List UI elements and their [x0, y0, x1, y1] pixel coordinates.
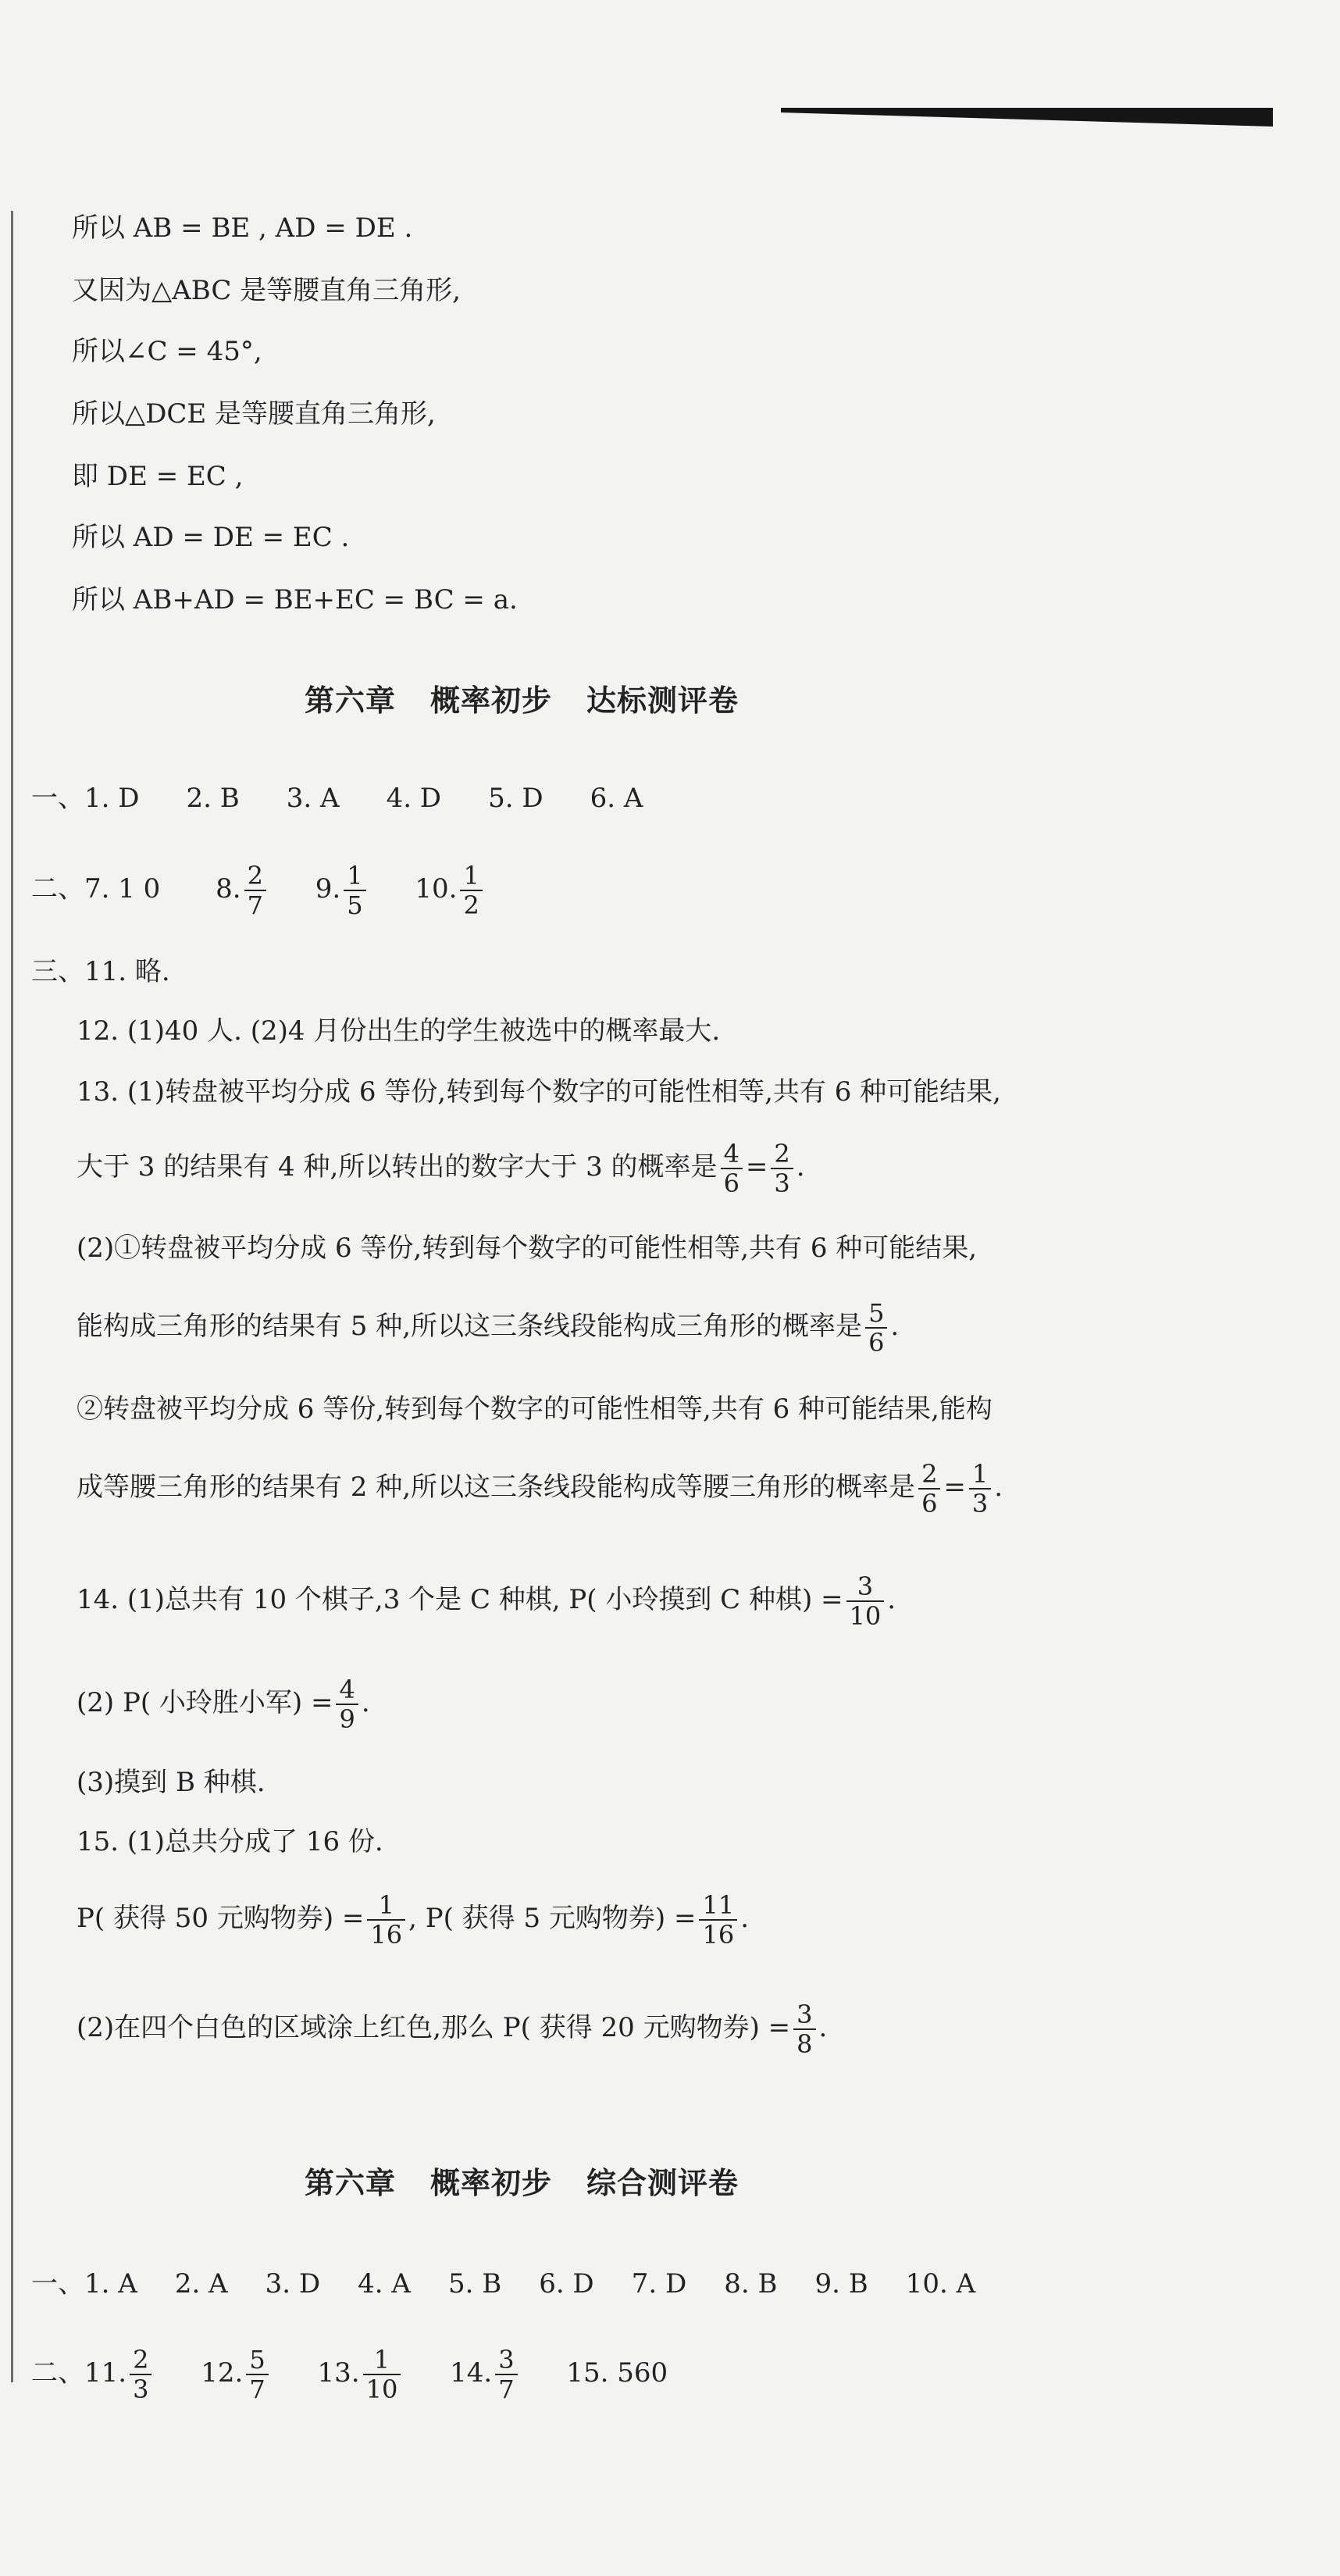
answer-q15-2-text: (2)在四个白色的区域涂上红色,那么 P( 获得 20 元购物券) = [77, 2012, 791, 2043]
fraction [918, 1460, 940, 1518]
answer-item: 6. A [590, 783, 643, 814]
answer-q14-2-text: (2) P( 小玲胜小军) = [77, 1687, 333, 1718]
answer-q15-1b: P( 获得 50 元购物券) = $\frac{1}{16}$ , P( 获得 5 元购物券) = $\frac{11}{16}$ . [77, 1890, 750, 1950]
numerator: 11 [699, 1891, 737, 1921]
denominator: 7 [498, 2374, 515, 2404]
section2-title-chapter: 第六章 [305, 2166, 397, 2200]
answer-item: 2. A [174, 2268, 228, 2299]
fraction [969, 1460, 991, 1518]
section1-title-chapter: 第六章 [305, 683, 397, 718]
answer-q11-label: 11. [84, 2357, 127, 2389]
answer-q10-label: 10. [415, 873, 458, 904]
denominator: 10 [365, 2374, 398, 2404]
numerator: 5 [865, 1299, 887, 1329]
answer-item: 3. D [265, 2268, 321, 2299]
fraction [865, 1299, 887, 1357]
answer-item: 5. D [488, 783, 543, 814]
section2-part1-label: 一、 [31, 2268, 84, 2299]
denominator: 6 [868, 1328, 885, 1358]
denominator: 16 [370, 1920, 403, 1950]
answer-q13-1a: 13. (1)转盘被平均分成 6 等份,转到每个数字的可能性相等,共有 6 种可能结果, [77, 1076, 1001, 1108]
denominator: 8 [797, 2029, 813, 2059]
numerator: 1 [344, 862, 365, 891]
proof-line-7: 所以 AB+AD = BE+EC = BC = a. [72, 584, 518, 615]
fraction [721, 1140, 743, 1197]
numerator: 2 [244, 862, 266, 891]
answer-q14-1: 14. (1)总共有 10 个棋子,3 个是 C 种棋, P( 小玲摸到 C 种棋) = $\frac{3}{10}$ . [77, 1572, 896, 1631]
numerator: 1 [969, 1460, 991, 1490]
answer-q14-fraction [495, 2346, 517, 2403]
answer-q13-2c: ②转盘被平均分成 6 等份,转到每个数字的可能性相等,共有 6 种可能结果,能构 [77, 1393, 993, 1425]
answer-q14-2: (2) P( 小玲胜小军) = $\frac{4}{9}$ . [77, 1675, 370, 1734]
answer-q13-1b: 大于 3 的结果有 4 种,所以转出的数字大于 3 的概率是 $\frac{4}{6}$ = $\frac{2}{3}$ . [77, 1139, 805, 1198]
proof-line-1: 所以 AB = BE , AD = DE . [72, 212, 413, 244]
answer-q15: 15. 560 [566, 2357, 668, 2389]
section2-title-topic: 概率初步 [430, 2166, 553, 2200]
fraction [336, 1675, 358, 1733]
numerator: 4 [721, 1140, 743, 1169]
numerator: 5 [246, 2346, 268, 2375]
answer-item: 6. D [539, 2268, 594, 2299]
answer-q8-fraction [244, 862, 266, 919]
proof-line-5: 即 DE = EC , [72, 461, 244, 492]
denominator: 3 [774, 1168, 790, 1198]
answer-item: 3. A [286, 783, 340, 814]
numerator: 4 [336, 1675, 358, 1705]
numerator: 2 [130, 2346, 151, 2375]
answer-q14-label: 14. [450, 2357, 493, 2389]
numerator: 3 [793, 2000, 815, 2030]
answer-item: 2. B [186, 783, 240, 814]
fraction [846, 1572, 885, 1630]
answer-q9-label: 9. [315, 873, 341, 904]
answer-item: 1. D [84, 783, 140, 814]
proof-line-3: 所以∠C = 45°, [72, 336, 262, 367]
denominator: 2 [463, 890, 479, 920]
answer-item: 10. A [905, 2268, 976, 2299]
proof-line-2: 又因为△ABC 是等腰直角三角形, [72, 275, 461, 306]
numerator: 1 [363, 2346, 401, 2375]
answer-q13-fraction [363, 2346, 401, 2403]
section1-part2 [31, 851, 486, 926]
answer-q9-fraction [344, 862, 365, 919]
answer-q15-1b-text-a: P( 获得 50 元购物券) = [77, 1903, 365, 1934]
answer-item: 9. B [814, 2268, 868, 2299]
denominator: 3 [133, 2374, 149, 2404]
answer-q13-label: 13. [317, 2357, 360, 2389]
section1-title-type: 达标测评卷 [586, 683, 739, 718]
section1-part1-label: 一、 [31, 783, 84, 814]
section1-title [305, 676, 773, 719]
answer-q12: 12. (1)40 人. (2)4 月份出生的学生被选中的概率最大. [77, 1015, 721, 1047]
fraction [367, 1891, 405, 1949]
answer-q13-2b: 能构成三角形的结果有 5 种,所以这三条线段能构成三角形的概率是 $\frac{5}{6}$ . [77, 1298, 900, 1358]
answer-item: 1. A [84, 2268, 137, 2299]
answer-q15-1: 15. (1)总共分成了 16 份. [77, 1826, 383, 1857]
denominator: 6 [723, 1168, 739, 1198]
numerator: 2 [918, 1460, 940, 1490]
answer-item: 8. B [724, 2268, 778, 2299]
section2-part2 [31, 2335, 668, 2410]
numerator: 1 [460, 862, 482, 891]
answer-q7: 7. 1 0 [84, 873, 161, 904]
answer-q14-3: (3)摸到 B 种棋. [77, 1767, 266, 1798]
answer-q13-2d-text: 成等腰三角形的结果有 2 种,所以这三条线段能构成等腰三角形的概率是 [77, 1472, 916, 1503]
denominator: 7 [247, 890, 263, 920]
answer-q12-label: 12. [201, 2357, 244, 2389]
answer-q14-1-text: 14. (1)总共有 10 个棋子,3 个是 C 种棋, P( 小玲摸到 C 种棋) = [77, 1584, 843, 1615]
denominator: 3 [971, 1489, 989, 1518]
denominator: 5 [347, 890, 363, 920]
answer-q12-fraction [246, 2346, 268, 2403]
fraction [771, 1140, 793, 1197]
denominator: 9 [339, 1704, 355, 1734]
denominator: 16 [702, 1920, 735, 1950]
section1-part1 [31, 783, 643, 814]
answer-item: 7. D [631, 2268, 687, 2299]
section2-part1 [31, 2268, 975, 2299]
denominator: 10 [849, 1601, 882, 1631]
numerator: 2 [771, 1140, 793, 1169]
answer-item: 4. D [386, 783, 442, 814]
answer-q11-fraction [130, 2346, 151, 2403]
answer-q15-1b-text-b: , P( 获得 5 元购物券) = [408, 1903, 697, 1934]
numerator: 3 [846, 1572, 885, 1602]
answer-q10-fraction [460, 862, 482, 919]
numerator: 1 [367, 1891, 405, 1921]
section1-part2-label: 二、 [31, 873, 84, 904]
margin-rule [11, 211, 13, 2382]
section1-title-topic: 概率初步 [430, 683, 553, 718]
answer-q13-2d: 成等腰三角形的结果有 2 种,所以这三条线段能构成等腰三角形的概率是 $\frac{2}{6}$ = $\frac{1}{3}$ . [77, 1459, 1003, 1518]
answer-q15-2: (2)在四个白色的区域涂上红色,那么 P( 获得 20 元购物券) = $\frac{3}{8}$ . [77, 2000, 828, 2059]
numerator: 3 [495, 2346, 517, 2375]
denominator: 7 [249, 2374, 266, 2404]
section2-title-type: 综合测评卷 [586, 2166, 739, 2200]
section2-title [305, 2159, 773, 2202]
denominator: 6 [921, 1489, 938, 1518]
answer-q8-label: 8. [216, 873, 241, 904]
answer-item: 4. A [358, 2268, 411, 2299]
answer-q13-1b-text: 大于 3 的结果有 4 种,所以转出的数字大于 3 的概率是 [77, 1151, 718, 1183]
proof-line-4: 所以△DCE 是等腰直角三角形, [72, 398, 436, 430]
proof-line-6: 所以 AD = DE = EC . [72, 522, 350, 553]
scan-edge-bar [781, 108, 1273, 127]
answer-q13-2a: (2)①转盘被平均分成 6 等份,转到每个数字的可能性相等,共有 6 种可能结果, [77, 1233, 978, 1264]
answer-q13-2b-text: 能构成三角形的结果有 5 种,所以这三条线段能构成三角形的概率是 [77, 1311, 863, 1342]
section1-part3: 三、11. 略. [31, 956, 170, 987]
section2-part2-label: 二、 [31, 2357, 84, 2389]
fraction [699, 1891, 737, 1949]
fraction [793, 2000, 815, 2058]
answer-item: 5. B [447, 2268, 502, 2299]
